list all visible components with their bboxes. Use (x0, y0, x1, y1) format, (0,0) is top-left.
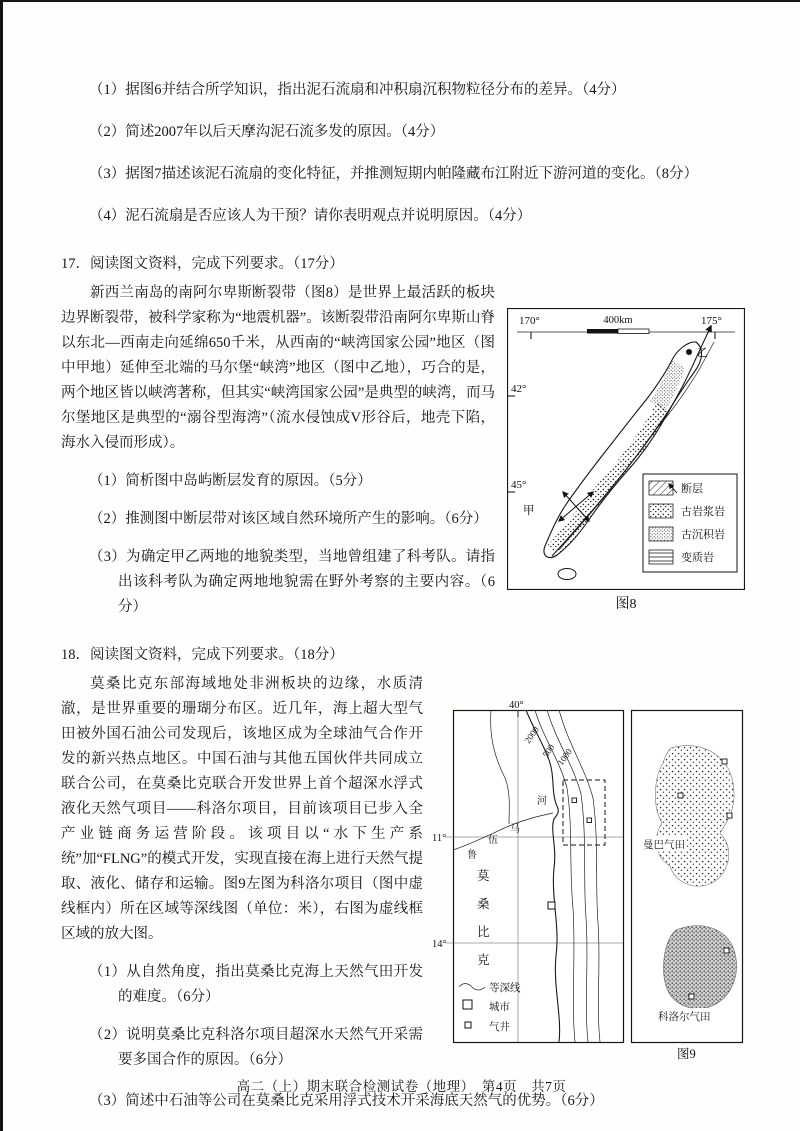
svg-text:克: 克 (477, 953, 490, 967)
site-a-label: 甲 (523, 505, 535, 517)
river-label-char: 河 (537, 796, 547, 807)
page-footer: 高二（上）期末联合检测试卷（地理） 第4页 共7页 (236, 1079, 567, 1094)
legend-label-isobath: 等深线 (489, 983, 521, 994)
gas-well-marker (724, 948, 729, 953)
magmatic-legend-swatch (649, 504, 673, 518)
scale-label: 400km (603, 315, 633, 326)
figure9-map (431, 698, 745, 1062)
figure9-right-panel (632, 711, 743, 1043)
q18-body (61, 672, 745, 1114)
river-label-char: 伍 (488, 835, 498, 846)
gas-well-marker (722, 759, 727, 764)
site-b-marker (686, 349, 692, 355)
lower-gas-field-shape (664, 926, 737, 1009)
q16-item: （3）据图7描述该泥石流扇的变化特征，并推测短期内帕隆藏布江附近下游河道的变化。（8分） (89, 166, 698, 182)
latitude-label-lower: 14° (432, 939, 447, 950)
depth-label: 500 (540, 742, 557, 760)
q16-items (61, 78, 745, 229)
q18-intro: 莫桑比克东部海域地处非洲板块的边缘，水质清澈，是世界重要的珊瑚分布区。近几年，海上超大型气田被外国石油公司发现后，该地区成为全球油气合作开发的新兴热点地区。中国石油与其他五国伙伴共同成立联合公司，在莫桑比克联合开发世界上首个超深水浮式液化天然气项目——科洛尔项目，目前该项目已步入全产业链商务运营阶段。该项目以“水下生产系统”加“FLNG”的模式开发，实现直接在海上进行天然气提取、液化、储存和运输。图9左图为科洛尔项目（图中虚线框内）所在区域等深线图（单位：米），右图为虚线框区域的放大图。 (61, 676, 423, 942)
gas-well-marker (727, 813, 732, 818)
legend-label-sedimentary: 古沉积岩 (681, 529, 725, 541)
q18-item: （1）从自然角度，指出莫桑比克海上天然气田开发的难度。（6分） (89, 964, 423, 1005)
sedimentary-legend-swatch (649, 527, 673, 541)
q16-item: （4）泥石流扇是否应该人为干预？请你表明观点并说明原因。（4分） (89, 208, 532, 224)
q18-heading: 18．阅读图文资料，完成下列要求。（18分） (61, 647, 344, 663)
depth-label: 1000 (555, 746, 574, 768)
q17-intro: 新西兰南岛的南阿尔卑斯断裂带（图8）是世界上最活跃的板块边界断裂带，被科学家称为“地震机器”。该断裂带沿南阿尔卑斯山脊以东北—西南走向延绵650千米，从西南的“峡湾国家公园”地区（图中甲地）延伸至北端的马尔堡“峡湾”地区（图中乙地），巧合的是，两个地区皆以峡湾著称，但其实“峡湾国家公园”是典型的峡湾，而马尔堡地区是典型的“溺谷型海湾”（流水侵蚀成V形谷后，地壳下陷，海水入侵而形成）。 (61, 285, 495, 451)
q16-item: （1）据图6并结合所学知识，指出泥石流扇和冲积扇沉积物粒径分布的差异。（4分） (89, 82, 626, 98)
legend-label-magmatic: 古岩浆岩 (681, 506, 725, 518)
figure8-map (507, 308, 745, 590)
scale-bar-black (587, 329, 618, 334)
question-18 (61, 643, 745, 1114)
latitude-label-upper: 42° (511, 383, 527, 395)
q18-item: （2）说明莫桑比克科洛尔项目超深水天然气开采需要多国合作的原因。（6分） (89, 1027, 423, 1068)
river-label-char: 鲁 (467, 850, 477, 861)
svg-text:莫: 莫 (477, 869, 490, 883)
legend-label-gaswell: 气井 (489, 1022, 510, 1033)
figure9-left-panel (432, 700, 624, 1043)
svg-text:桑: 桑 (477, 897, 490, 911)
legend-label-fault: 断层 (681, 483, 703, 495)
lower-gas-field-label: 科洛尔气田 (658, 1012, 711, 1023)
figure9-caption: 图9 (677, 1047, 696, 1061)
q17-item: （3）为确定甲乙两地的地貌类型，当地曾组建了科考队。请指出该科考队为确定两地地貌需在野外考察的主要内容。（6分） (89, 549, 495, 615)
stewart-island-shape (558, 569, 576, 580)
metamorphic-legend-swatch (649, 550, 673, 564)
river-label-char: 马 (510, 824, 520, 835)
fault-legend-swatch (649, 481, 673, 495)
question-17 (61, 252, 745, 620)
longitude-label-right: 175° (701, 315, 722, 327)
figure8-legend (643, 474, 737, 572)
q17-body (61, 281, 745, 620)
q17-item: （2）推测图中断层带对该区域自然环境所产生的影响。（6分） (89, 511, 488, 527)
scale-bar-white (618, 329, 649, 334)
q17-item: （1）简析图中岛屿断层发育的原因。（5分） (89, 473, 372, 489)
figure8-caption: 图8 (615, 597, 637, 612)
latitude-label-lower: 45° (511, 479, 527, 491)
gas-well-marker (678, 793, 683, 798)
longitude-label-left: 170° (519, 315, 540, 327)
longitude-label: 40° (509, 700, 524, 711)
q17-heading: 17．阅读图文资料，完成下列要求。（17分） (61, 256, 344, 272)
page-content (3, 2, 800, 1114)
depth-label: 2000 (522, 724, 541, 746)
figure8 (507, 308, 745, 617)
q18-item: （3）简述中石油等公司在莫桑比克采用浮式技术开采海底天然气的优势。（6分） (89, 1093, 604, 1109)
city-marker (548, 902, 555, 909)
latitude-label-upper: 11° (432, 833, 447, 844)
gas-well-marker (689, 994, 694, 999)
figure9 (431, 698, 745, 1062)
q16-item: （2）简述2007年以后天摩沟泥石流多发的原因。（4分） (89, 124, 445, 140)
legend-label-city: 城市 (489, 1002, 510, 1013)
upper-gas-field-label: 曼巴气田 (643, 840, 685, 851)
svg-text:比: 比 (477, 925, 490, 939)
legend-label-metamorphic: 变质岩 (681, 552, 714, 564)
site-b-label: 乙 (697, 347, 708, 359)
